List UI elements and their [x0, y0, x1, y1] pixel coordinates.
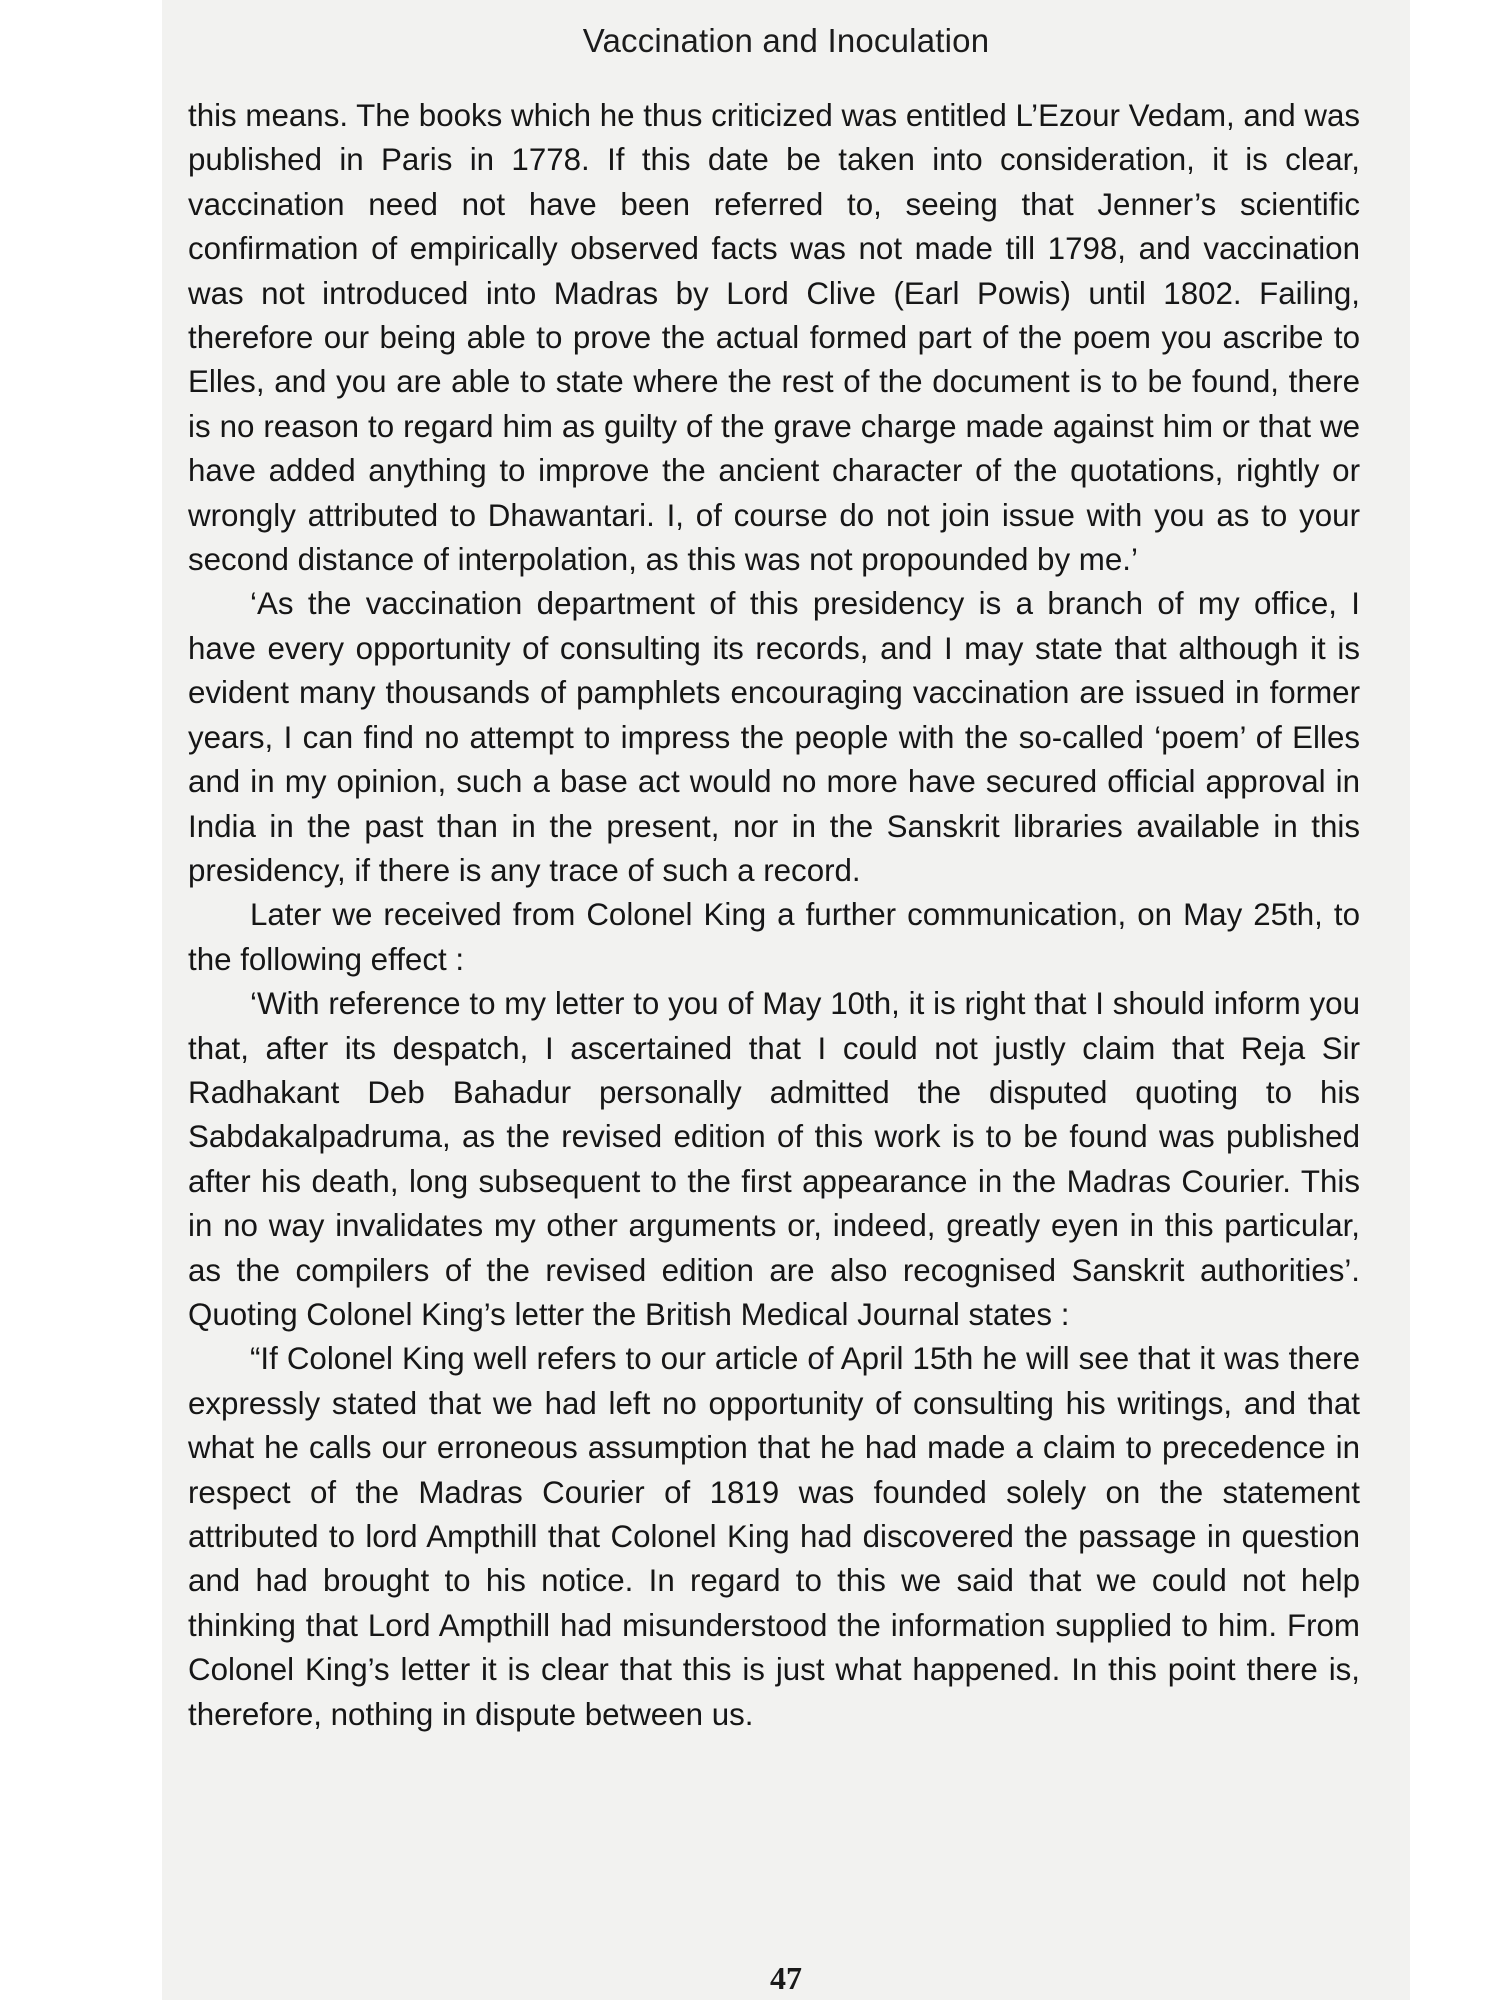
paragraph: ‘With reference to my letter to you of May 10th, it is right that I should inform you that, after its despatch, I ascertained that I could not justly claim that Reja Sir Radhakant Deb Bahadur personally admitted the disputed quoting to his Sabdakalpadruma, as the revised edition of this work is to be found was published after his death, long subsequent to the first appearance in the Madras Courier. This in no way invalidates my other arguments or, indeed, greatly eyen in this particular, as the compilers of the revised edition are also recognised Sanskrit authorities’. Quoting Colonel King’s letter the British Medical Journal states :: [188, 986, 1360, 1332]
body-text: [188, 94, 1360, 1737]
running-head-title: Vaccination and Inoculation: [582, 22, 990, 59]
book-page: [162, 0, 1410, 2000]
paragraph: this means. The books which he thus criticized was entitled L’Ezour Vedam, and was published in Paris in 1778. If this date be taken into consideration, it is clear, vaccination need not have been referred to, seeing that Jenner’s scientific confirmation of empirically observed facts was not made till 1798, and vaccination was not introduced into Madras by Lord Clive (Earl Powis) until 1802. Failing, therefore our being able to prove the actual formed part of the poem you ascribe to Elles, and you are able to state where the rest of the document is to be found, there is no reason to regard him as guilty of the grave charge made against him or that we have added anything to improve the ancient character of the quotations, rightly or wrongly attributed to Dhawantari. I, of course do not join issue with you as to your second distance of interpolation, as this was not propounded by me.’: [188, 98, 1360, 578]
paragraph: “If Colonel King well refers to our article of April 15th he will see that it was there expressly stated that we had left no opportunity of consulting his writings, and that what he calls our erroneous assumption that he had made a claim to precedence in respect of the Madras Courier of 1819 was founded solely on the statement attributed to lord Ampthill that Colonel King had discovered the passage in question and had brought to his notice. In regard to this we said that we could not help thinking that Lord Ampthill had misunderstood the information supplied to him. From Colonel King’s letter it is clear that this is just what happened. In this point there is, therefore, nothing in dispute between us.: [188, 1341, 1360, 1732]
paragraph: ‘As the vaccination department of this presidency is a branch of my office, I have every opportunity of consulting its records, and I may state that although it is evident many thousands of pamphlets encouraging vaccination are issued in former years, I can find no attempt to impress the people with the so-called ‘poem’ of Elles and in my opinion, such a base act would no more have secured official approval in India in the past than in the present, nor in the Sanskrit libraries available in this presidency, if there is any trace of such a record.: [188, 586, 1360, 888]
paragraph: Later we received from Colonel King a further communication, on May 25th, to the following effect :: [188, 897, 1360, 977]
page-number: 47: [770, 1960, 802, 1996]
